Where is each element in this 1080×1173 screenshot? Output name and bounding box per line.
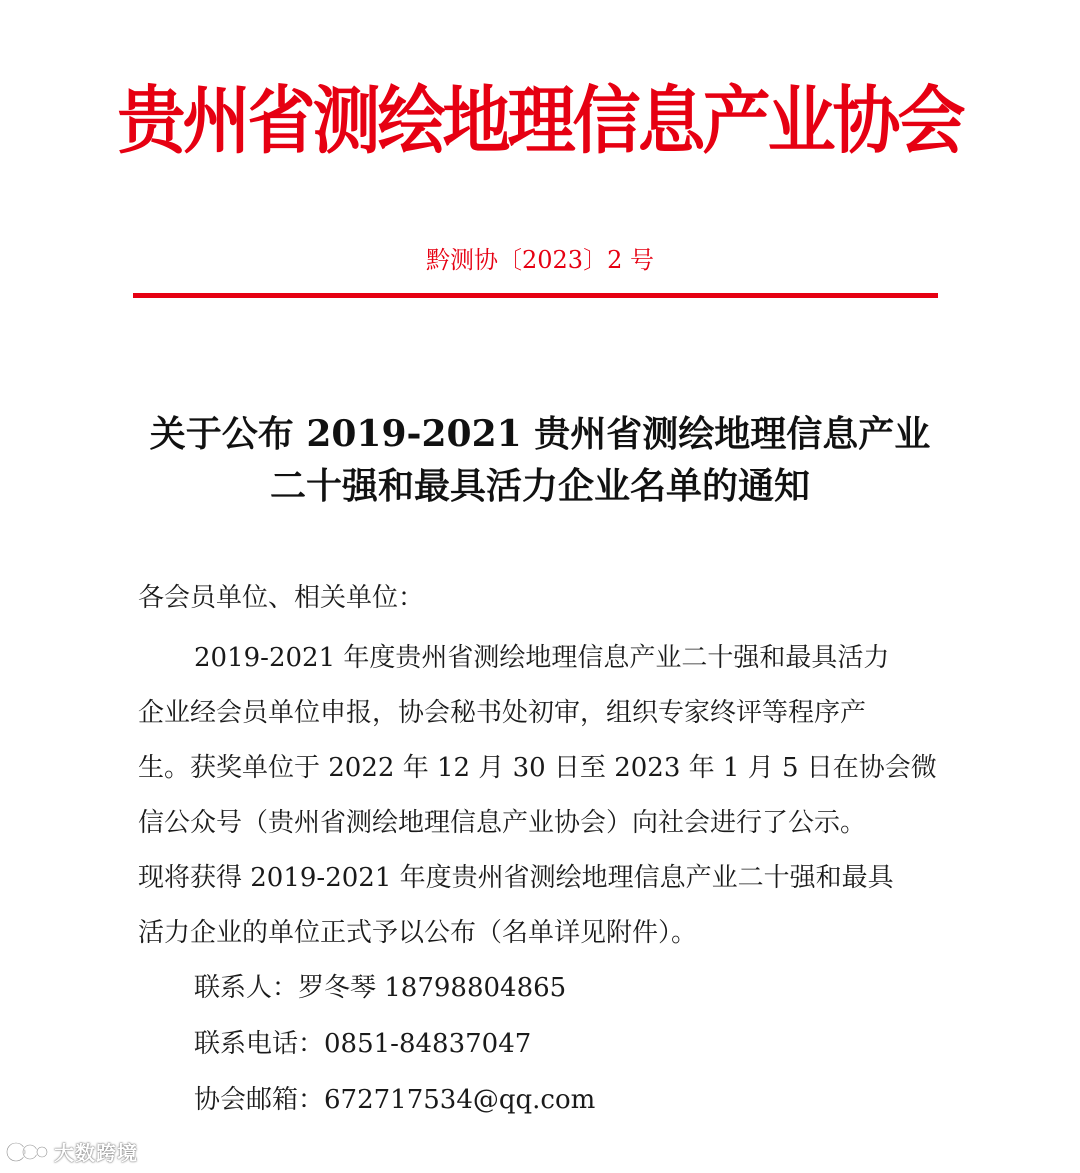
watermark-text: 大数跨境 [54,1141,138,1165]
chat-bubble-logo-icon [4,1139,50,1165]
body-paragraph [138,631,948,961]
body-line: 2019-2021 年度贵州省测绘地理信息产业二十强和最具活力 [194,643,890,673]
watermark [4,1137,138,1166]
notice-title-line-1: 关于公布 2019-2021 贵州省测绘地理信息产业 [149,413,931,455]
body-line: 企业经会员单位申报，协会秘书处初审，组织专家终评等程序产 [138,698,867,728]
notice-title [0,408,1080,512]
body-line: 现将获得 2019-2021 年度贵州省测绘地理信息产业二十强和最具 [138,863,894,893]
salutation: 各会员单位、相关单位： [138,583,425,613]
contact-block [194,960,595,1128]
notice-title-line-2: 二十强和最具活力企业名单的通知 [269,465,810,507]
document-number: 黔测协〔2023〕2 号 [426,246,654,274]
body-line: 信公众号（贵州省测绘地理信息产业协会）向社会进行了公示。 [138,808,867,838]
organization-header: 贵州省测绘地理信息产业协会 [117,78,963,165]
contact-person: 联系人：罗冬琴 18798804865 [194,973,567,1003]
body-line: 生。获奖单位于 2022 年 12 月 30 日至 2023 年 1 月 5 日在协会微 [138,753,937,783]
contact-email: 协会邮箱：672717534@qq.com [194,1085,596,1115]
contact-phone: 联系电话：0851-84837047 [194,1029,532,1059]
body-line: 活力企业的单位正式予以公布（名单详见附件）。 [138,918,698,948]
red-divider-rule [133,293,938,298]
